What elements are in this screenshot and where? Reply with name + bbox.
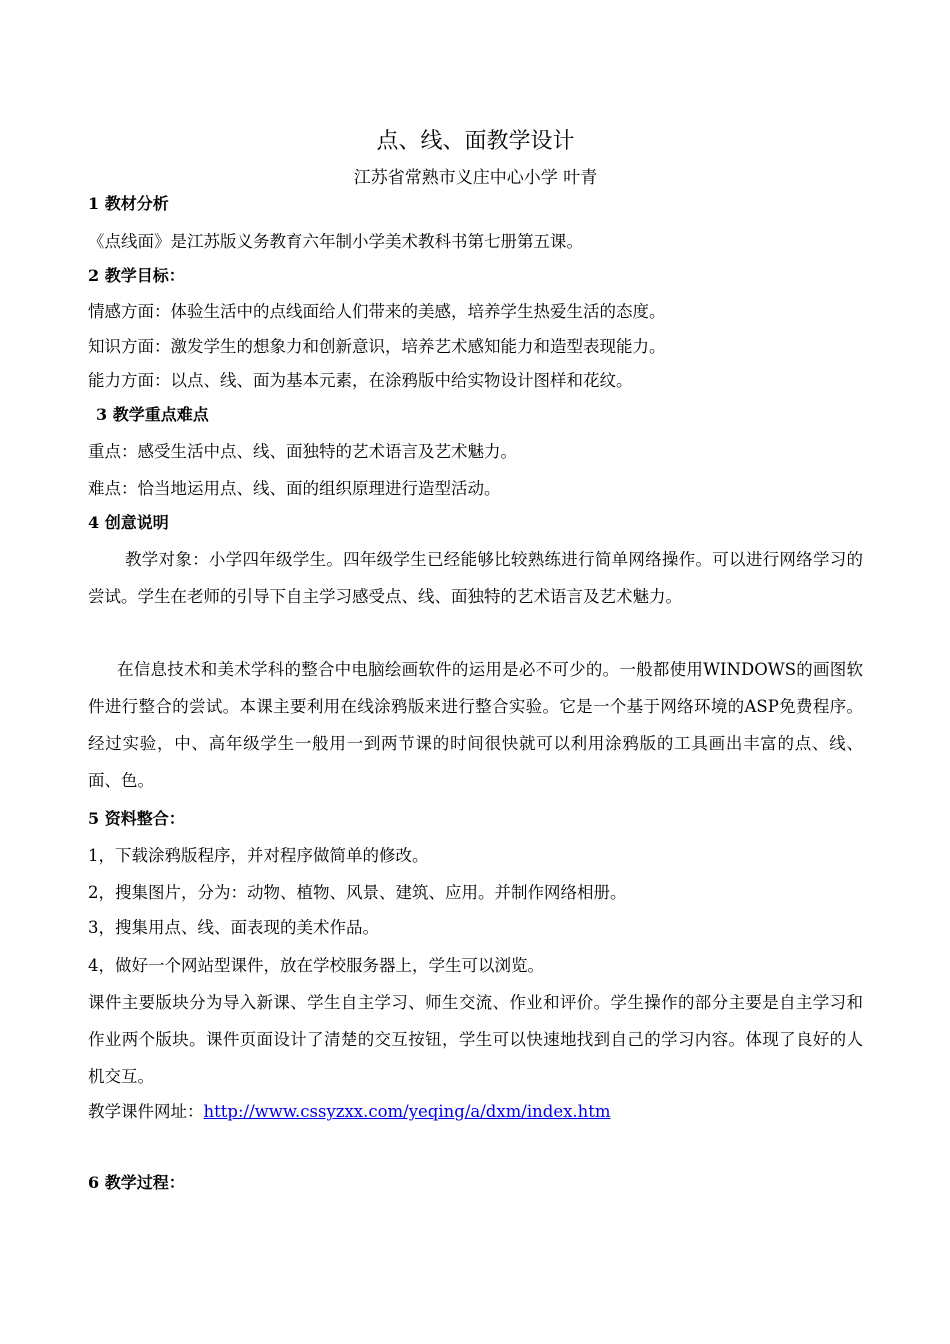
section-4-heading: 4 创意说明 <box>88 513 169 532</box>
document-title: 点、线、面教学设计 <box>376 129 575 154</box>
section-3-heading: 3 教学重点难点 <box>96 405 209 424</box>
section-2-heading: 2 教学目标： <box>88 266 185 285</box>
section-4-paragraph-2: 在信息技术和美术学科的整合中电脑绘画软件的运用是必不可少的。一般都使用WINDOWS的画图软件进行整合的尝试。本课主要利用在线涂鸦版来进行整合实验。它是一个基于网络环境的ASP免费程序。经过实验，中、高年级学生一般用一到两节课的时间很快就可以利用涂鸦版的工具画出丰富的点、线、面、色。 <box>88 660 863 790</box>
goal-knowledge: 知识方面：激发学生的想象力和创新意识，培养艺术感知能力和造型表现能力。 <box>88 337 666 356</box>
courseware-description: 课件主要版块分为导入新课、学生自主学习、师生交流、作业和评价。学生操作的部分主要是自主学习和作业两个版块。课件页面设计了清楚的交互按钮，学生可以快速地找到自己的学习内容。体现了良好的人机交互。 <box>88 993 863 1086</box>
courseware-url-link[interactable]: http://www.cssyzxx.com/yeqing/a/dxm/index.htm <box>203 1102 611 1121</box>
courseware-url-label: 教学课件网址： <box>88 1102 204 1121</box>
courseware-url-line <box>88 1099 611 1125</box>
goal-emotion: 情感方面：体验生活中的点线面给人们带来的美感，培养学生热爱生活的态度。 <box>88 302 666 321</box>
difficult-point: 难点：恰当地运用点、线、面的组织原理进行造型活动。 <box>88 479 501 498</box>
section-4-paragraph-1: 教学对象：小学四年级学生。四年级学生已经能够比较熟练进行简单网络操作。可以进行网络学习的尝试。学生在老师的引导下自主学习感受点、线、面独特的艺术语言及艺术魅力。 <box>88 550 863 606</box>
section-1-heading: 1 教材分析 <box>88 194 169 213</box>
resource-item-4: 4，做好一个网站型课件，放在学校服务器上，学生可以浏览。 <box>88 956 544 975</box>
section-6-heading: 6 教学过程： <box>88 1173 185 1192</box>
resource-item-3: 3，搜集用点、线、面表现的美术作品。 <box>88 918 379 937</box>
goal-ability: 能力方面：以点、线、面为基本元素，在涂鸦版中给实物设计图样和花纹。 <box>88 371 633 390</box>
key-point: 重点：感受生活中点、线、面独特的艺术语言及艺术魅力。 <box>88 442 517 461</box>
resource-item-1: 1，下载涂鸦版程序，并对程序做简单的修改。 <box>88 846 429 865</box>
resource-item-2: 2，搜集图片，分为：动物、植物、风景、建筑、应用。并制作网络相册。 <box>88 883 627 902</box>
section-1-text: 《点线面》是江苏版义务教育六年制小学美术教科书第七册第五课。 <box>88 232 583 251</box>
section-5-heading: 5 资料整合： <box>88 809 185 828</box>
document-author: 江苏省常熟市义庄中心小学 叶青 <box>353 168 598 188</box>
